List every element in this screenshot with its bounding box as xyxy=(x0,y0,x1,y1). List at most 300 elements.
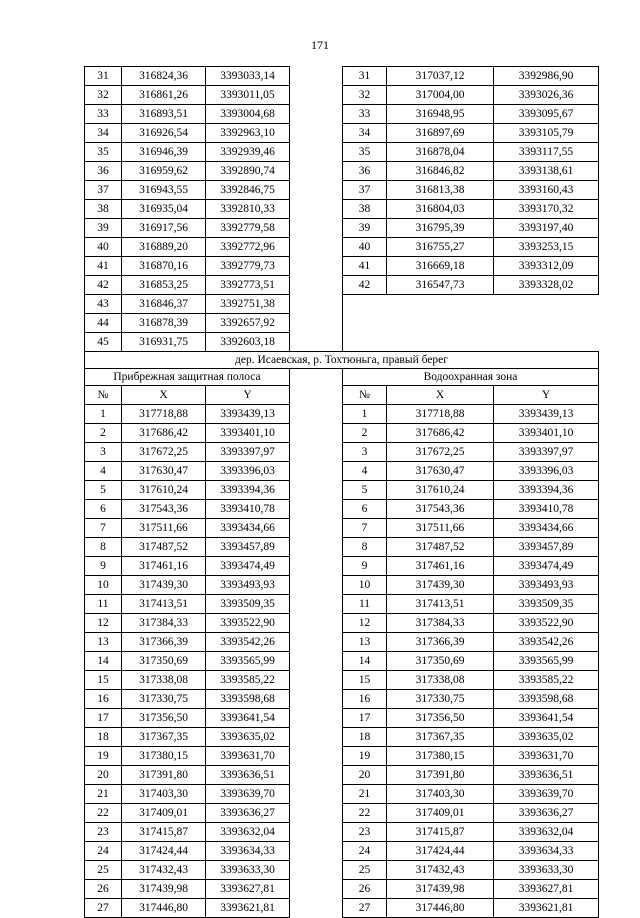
right-y-coordinate: 3393312,09 xyxy=(494,257,599,276)
left-y-coordinate: 3392890,74 xyxy=(206,162,290,181)
right-y-coordinate: 3393621,81 xyxy=(494,899,599,918)
coordinates-table xyxy=(84,66,599,918)
left-x-coordinate: 317409,01 xyxy=(122,804,206,823)
right-point-number: 16 xyxy=(343,690,387,709)
column-header-row xyxy=(85,386,599,405)
table-row xyxy=(85,538,599,557)
table-row xyxy=(85,443,599,462)
left-y-coordinate: 3393396,03 xyxy=(206,462,290,481)
column-gap xyxy=(290,633,343,652)
left-x-coordinate: 316853,25 xyxy=(122,276,206,295)
right-x-coordinate: 316547,73 xyxy=(387,276,494,295)
table-row xyxy=(85,238,599,257)
left-x-coordinate: 317672,25 xyxy=(122,443,206,462)
right-x-coordinate: 317432,43 xyxy=(387,861,494,880)
right-point-number: 41 xyxy=(343,257,387,276)
left-x-header: X xyxy=(122,386,206,405)
left-y-coordinate: 3393493,93 xyxy=(206,576,290,595)
right-y-coordinate: 3393253,15 xyxy=(494,238,599,257)
table-row xyxy=(85,899,599,918)
section-title-row xyxy=(85,352,599,369)
left-y-coordinate: 3393457,89 xyxy=(206,538,290,557)
left-point-number: 27 xyxy=(85,899,122,918)
left-y-coordinate: 3393621,81 xyxy=(206,899,290,918)
left-point-number: 16 xyxy=(85,690,122,709)
right-point-number: 7 xyxy=(343,519,387,538)
right-point-number: 9 xyxy=(343,557,387,576)
right-point-number: 23 xyxy=(343,823,387,842)
left-point-number: 6 xyxy=(85,500,122,519)
left-point-number: 25 xyxy=(85,861,122,880)
left-y-coordinate: 3393631,70 xyxy=(206,747,290,766)
table-row xyxy=(85,257,599,276)
left-x-coordinate: 317338,08 xyxy=(122,671,206,690)
left-num-header: № xyxy=(85,386,122,405)
left-x-coordinate: 317424,44 xyxy=(122,842,206,861)
lower-table-section xyxy=(85,352,599,918)
right-y-coordinate: 3393641,54 xyxy=(494,709,599,728)
column-gap xyxy=(290,86,343,105)
right-x-coordinate: 317415,87 xyxy=(387,823,494,842)
left-y-coordinate: 3393004,68 xyxy=(206,105,290,124)
table-row xyxy=(85,861,599,880)
right-x-coordinate: 316755,27 xyxy=(387,238,494,257)
left-x-coordinate: 316959,62 xyxy=(122,162,206,181)
right-y-header: Y xyxy=(494,386,599,405)
right-x-coordinate: 317439,98 xyxy=(387,880,494,899)
left-x-coordinate: 317439,98 xyxy=(122,880,206,899)
right-point-number: 1 xyxy=(343,405,387,424)
table-row xyxy=(85,633,599,652)
left-y-coordinate: 3393632,04 xyxy=(206,823,290,842)
column-gap xyxy=(290,219,343,238)
left-x-coordinate: 317350,69 xyxy=(122,652,206,671)
table-row xyxy=(85,880,599,899)
column-gap xyxy=(290,481,343,500)
left-y-coordinate: 3393542,26 xyxy=(206,633,290,652)
left-point-number: 10 xyxy=(85,576,122,595)
left-x-coordinate: 317487,52 xyxy=(122,538,206,557)
column-gap xyxy=(290,238,343,257)
left-point-number: 35 xyxy=(85,143,122,162)
left-point-number: 13 xyxy=(85,633,122,652)
column-gap xyxy=(290,785,343,804)
right-x-header: X xyxy=(387,386,494,405)
left-y-coordinate: 3393641,54 xyxy=(206,709,290,728)
table-row xyxy=(85,576,599,595)
column-gap xyxy=(290,842,343,861)
left-point-number: 3 xyxy=(85,443,122,462)
table-row xyxy=(85,219,599,238)
table-row xyxy=(85,652,599,671)
right-point-number: 42 xyxy=(343,276,387,295)
left-x-coordinate: 317384,33 xyxy=(122,614,206,633)
left-point-number: 31 xyxy=(85,67,122,86)
column-gap xyxy=(290,899,343,918)
right-point-number: 5 xyxy=(343,481,387,500)
left-y-header: Y xyxy=(206,386,290,405)
left-y-coordinate: 3393636,51 xyxy=(206,766,290,785)
left-point-number: 36 xyxy=(85,162,122,181)
right-x-coordinate: 317356,50 xyxy=(387,709,494,728)
right-point-number: 18 xyxy=(343,728,387,747)
empty-cell xyxy=(494,333,599,352)
right-y-coordinate: 3393457,89 xyxy=(494,538,599,557)
right-y-coordinate: 3393026,36 xyxy=(494,86,599,105)
column-gap xyxy=(290,519,343,538)
right-x-coordinate: 317403,30 xyxy=(387,785,494,804)
left-y-coordinate: 3393509,35 xyxy=(206,595,290,614)
right-x-coordinate: 317543,36 xyxy=(387,500,494,519)
left-point-number: 5 xyxy=(85,481,122,500)
column-gap xyxy=(290,257,343,276)
left-y-coordinate: 3392603,18 xyxy=(206,333,290,352)
left-point-number: 17 xyxy=(85,709,122,728)
left-point-number: 24 xyxy=(85,842,122,861)
left-x-coordinate: 316878,39 xyxy=(122,314,206,333)
left-x-coordinate: 317403,30 xyxy=(122,785,206,804)
left-y-coordinate: 3392751,38 xyxy=(206,295,290,314)
right-y-coordinate: 3393493,93 xyxy=(494,576,599,595)
table-row xyxy=(85,519,599,538)
right-x-coordinate: 316804,03 xyxy=(387,200,494,219)
left-x-coordinate: 316870,16 xyxy=(122,257,206,276)
column-gap xyxy=(290,538,343,557)
right-y-coordinate: 3393138,61 xyxy=(494,162,599,181)
left-y-coordinate: 3392846,75 xyxy=(206,181,290,200)
right-y-coordinate: 3393439,13 xyxy=(494,405,599,424)
right-x-coordinate: 316948,95 xyxy=(387,105,494,124)
right-y-coordinate: 3393117,55 xyxy=(494,143,599,162)
right-point-number: 2 xyxy=(343,424,387,443)
left-y-coordinate: 3393397,97 xyxy=(206,443,290,462)
column-gap xyxy=(290,162,343,181)
right-point-number: 17 xyxy=(343,709,387,728)
right-point-number: 14 xyxy=(343,652,387,671)
column-gap xyxy=(290,405,343,424)
left-point-number: 34 xyxy=(85,124,122,143)
right-x-coordinate: 317037,12 xyxy=(387,67,494,86)
table-row xyxy=(85,842,599,861)
left-point-number: 1 xyxy=(85,405,122,424)
left-y-coordinate: 3392963,10 xyxy=(206,124,290,143)
table-row xyxy=(85,766,599,785)
left-point-number: 7 xyxy=(85,519,122,538)
left-point-number: 18 xyxy=(85,728,122,747)
left-point-number: 19 xyxy=(85,747,122,766)
left-zone-title: Прибрежная защитная полоса xyxy=(85,369,290,386)
empty-cell xyxy=(494,314,599,333)
table-row xyxy=(85,405,599,424)
empty-cell xyxy=(494,295,599,314)
right-y-coordinate: 3393328,02 xyxy=(494,276,599,295)
right-point-number: 26 xyxy=(343,880,387,899)
left-x-coordinate: 316861,26 xyxy=(122,86,206,105)
page-number: 171 xyxy=(311,38,329,52)
left-y-coordinate: 3393439,13 xyxy=(206,405,290,424)
right-x-coordinate: 317461,16 xyxy=(387,557,494,576)
table-row xyxy=(85,333,599,352)
column-gap xyxy=(290,690,343,709)
right-y-coordinate: 3393627,81 xyxy=(494,880,599,899)
table-row xyxy=(85,481,599,500)
column-gap xyxy=(290,124,343,143)
left-point-number: 40 xyxy=(85,238,122,257)
table-row xyxy=(85,671,599,690)
column-gap xyxy=(290,728,343,747)
column-gap xyxy=(290,369,343,386)
left-x-coordinate: 316893,51 xyxy=(122,105,206,124)
left-point-number: 39 xyxy=(85,219,122,238)
table-row xyxy=(85,709,599,728)
table-row xyxy=(85,181,599,200)
table-row xyxy=(85,823,599,842)
left-x-coordinate: 316946,39 xyxy=(122,143,206,162)
table-row xyxy=(85,728,599,747)
right-point-number: 39 xyxy=(343,219,387,238)
right-y-coordinate: 3393401,10 xyxy=(494,424,599,443)
right-x-coordinate: 317367,35 xyxy=(387,728,494,747)
column-gap xyxy=(290,500,343,519)
left-y-coordinate: 3393522,90 xyxy=(206,614,290,633)
upper-table-section xyxy=(85,67,599,352)
right-x-coordinate: 317409,01 xyxy=(387,804,494,823)
left-point-number: 11 xyxy=(85,595,122,614)
column-gap xyxy=(290,804,343,823)
left-x-coordinate: 317630,47 xyxy=(122,462,206,481)
table-row xyxy=(85,124,599,143)
left-y-coordinate: 3393636,27 xyxy=(206,804,290,823)
right-point-number: 35 xyxy=(343,143,387,162)
column-gap xyxy=(290,443,343,462)
left-x-coordinate: 317446,80 xyxy=(122,899,206,918)
right-point-number: 19 xyxy=(343,747,387,766)
right-x-coordinate: 317424,44 xyxy=(387,842,494,861)
left-point-number: 38 xyxy=(85,200,122,219)
right-point-number: 34 xyxy=(343,124,387,143)
left-y-coordinate: 3393394,36 xyxy=(206,481,290,500)
table-row xyxy=(85,785,599,804)
left-y-coordinate: 3392779,58 xyxy=(206,219,290,238)
left-y-coordinate: 3393634,33 xyxy=(206,842,290,861)
right-x-coordinate: 317686,42 xyxy=(387,424,494,443)
left-y-coordinate: 3392939,46 xyxy=(206,143,290,162)
right-point-number: 11 xyxy=(343,595,387,614)
column-gap xyxy=(290,105,343,124)
right-x-coordinate: 317630,47 xyxy=(387,462,494,481)
right-zone-title: Водоохранная зона xyxy=(343,369,599,386)
right-y-coordinate: 3393634,33 xyxy=(494,842,599,861)
right-x-coordinate: 317413,51 xyxy=(387,595,494,614)
right-x-coordinate: 317718,88 xyxy=(387,405,494,424)
left-point-number: 42 xyxy=(85,276,122,295)
left-point-number: 26 xyxy=(85,880,122,899)
right-point-number: 10 xyxy=(343,576,387,595)
column-gap xyxy=(290,143,343,162)
right-y-coordinate: 3393170,32 xyxy=(494,200,599,219)
left-x-coordinate: 316935,04 xyxy=(122,200,206,219)
left-point-number: 44 xyxy=(85,314,122,333)
right-point-number: 22 xyxy=(343,804,387,823)
right-x-coordinate: 317446,80 xyxy=(387,899,494,918)
left-x-coordinate: 316943,55 xyxy=(122,181,206,200)
left-point-number: 21 xyxy=(85,785,122,804)
right-point-number: 37 xyxy=(343,181,387,200)
right-point-number: 25 xyxy=(343,861,387,880)
column-gap xyxy=(290,67,343,86)
left-y-coordinate: 3393633,30 xyxy=(206,861,290,880)
left-point-number: 2 xyxy=(85,424,122,443)
zone-title-row xyxy=(85,369,599,386)
left-point-number: 4 xyxy=(85,462,122,481)
right-point-number: 12 xyxy=(343,614,387,633)
right-point-number: 6 xyxy=(343,500,387,519)
left-point-number: 9 xyxy=(85,557,122,576)
right-x-coordinate: 317439,30 xyxy=(387,576,494,595)
right-y-coordinate: 3393632,04 xyxy=(494,823,599,842)
right-point-number: 21 xyxy=(343,785,387,804)
left-point-number: 45 xyxy=(85,333,122,352)
right-y-coordinate: 3393639,70 xyxy=(494,785,599,804)
empty-cell xyxy=(387,333,494,352)
table-row xyxy=(85,200,599,219)
column-gap xyxy=(290,462,343,481)
right-y-coordinate: 3393522,90 xyxy=(494,614,599,633)
left-point-number: 37 xyxy=(85,181,122,200)
left-point-number: 33 xyxy=(85,105,122,124)
right-x-coordinate: 317338,08 xyxy=(387,671,494,690)
left-x-coordinate: 317432,43 xyxy=(122,861,206,880)
left-x-coordinate: 317439,30 xyxy=(122,576,206,595)
right-x-coordinate: 316846,82 xyxy=(387,162,494,181)
right-x-coordinate: 316669,18 xyxy=(387,257,494,276)
left-point-number: 20 xyxy=(85,766,122,785)
right-y-coordinate: 3393636,51 xyxy=(494,766,599,785)
left-point-number: 12 xyxy=(85,614,122,633)
left-y-coordinate: 3393565,99 xyxy=(206,652,290,671)
left-x-coordinate: 317356,50 xyxy=(122,709,206,728)
right-point-number: 3 xyxy=(343,443,387,462)
column-gap xyxy=(290,424,343,443)
column-gap xyxy=(290,314,343,333)
right-point-number: 27 xyxy=(343,899,387,918)
table-row xyxy=(85,162,599,181)
right-y-coordinate: 3393160,43 xyxy=(494,181,599,200)
left-point-number: 8 xyxy=(85,538,122,557)
left-y-coordinate: 3392773,51 xyxy=(206,276,290,295)
table-row xyxy=(85,86,599,105)
table-row xyxy=(85,614,599,633)
right-y-coordinate: 3393095,67 xyxy=(494,105,599,124)
table-row xyxy=(85,143,599,162)
left-point-number: 22 xyxy=(85,804,122,823)
column-gap xyxy=(290,823,343,842)
right-point-number: 15 xyxy=(343,671,387,690)
left-y-coordinate: 3393033,14 xyxy=(206,67,290,86)
right-y-coordinate: 3393105,79 xyxy=(494,124,599,143)
left-y-coordinate: 3392810,33 xyxy=(206,200,290,219)
right-x-coordinate: 317350,69 xyxy=(387,652,494,671)
table-row xyxy=(85,295,599,314)
right-x-coordinate: 317511,66 xyxy=(387,519,494,538)
left-x-coordinate: 317511,66 xyxy=(122,519,206,538)
right-point-number: 13 xyxy=(343,633,387,652)
column-gap xyxy=(290,652,343,671)
right-x-coordinate: 316878,04 xyxy=(387,143,494,162)
left-point-number: 43 xyxy=(85,295,122,314)
column-gap xyxy=(290,766,343,785)
right-y-coordinate: 3392986,90 xyxy=(494,67,599,86)
table-row xyxy=(85,804,599,823)
column-gap xyxy=(290,861,343,880)
table-row xyxy=(85,747,599,766)
left-point-number: 32 xyxy=(85,86,122,105)
right-y-coordinate: 3393636,27 xyxy=(494,804,599,823)
left-y-coordinate: 3392772,96 xyxy=(206,238,290,257)
left-y-coordinate: 3393585,22 xyxy=(206,671,290,690)
table-row xyxy=(85,595,599,614)
right-y-coordinate: 3393434,66 xyxy=(494,519,599,538)
right-y-coordinate: 3393410,78 xyxy=(494,500,599,519)
table-row xyxy=(85,462,599,481)
column-gap xyxy=(290,200,343,219)
table-row xyxy=(85,690,599,709)
left-y-coordinate: 3393627,81 xyxy=(206,880,290,899)
table-row xyxy=(85,557,599,576)
right-y-coordinate: 3393396,03 xyxy=(494,462,599,481)
empty-cell xyxy=(343,295,387,314)
left-point-number: 41 xyxy=(85,257,122,276)
right-x-coordinate: 316795,39 xyxy=(387,219,494,238)
column-gap xyxy=(290,276,343,295)
right-point-number: 31 xyxy=(343,67,387,86)
left-y-coordinate: 3393639,70 xyxy=(206,785,290,804)
empty-cell xyxy=(343,333,387,352)
right-x-coordinate: 317610,24 xyxy=(387,481,494,500)
left-x-coordinate: 316824,36 xyxy=(122,67,206,86)
left-x-coordinate: 317380,15 xyxy=(122,747,206,766)
left-x-coordinate: 317718,88 xyxy=(122,405,206,424)
column-gap xyxy=(290,386,343,405)
empty-cell xyxy=(343,314,387,333)
right-y-coordinate: 3393585,22 xyxy=(494,671,599,690)
right-point-number: 20 xyxy=(343,766,387,785)
right-y-coordinate: 3393474,49 xyxy=(494,557,599,576)
right-y-coordinate: 3393542,26 xyxy=(494,633,599,652)
left-point-number: 23 xyxy=(85,823,122,842)
right-point-number: 38 xyxy=(343,200,387,219)
table-row xyxy=(85,67,599,86)
right-y-coordinate: 3393598,68 xyxy=(494,690,599,709)
right-y-coordinate: 3393565,99 xyxy=(494,652,599,671)
right-x-coordinate: 316897,69 xyxy=(387,124,494,143)
left-y-coordinate: 3393635,02 xyxy=(206,728,290,747)
left-x-coordinate: 316931,75 xyxy=(122,333,206,352)
table-row xyxy=(85,424,599,443)
table-row xyxy=(85,500,599,519)
right-point-number: 40 xyxy=(343,238,387,257)
left-x-coordinate: 317391,80 xyxy=(122,766,206,785)
left-y-coordinate: 3393474,49 xyxy=(206,557,290,576)
right-y-coordinate: 3393394,36 xyxy=(494,481,599,500)
column-gap xyxy=(290,576,343,595)
column-gap xyxy=(290,557,343,576)
left-x-coordinate: 317413,51 xyxy=(122,595,206,614)
table-row xyxy=(85,276,599,295)
right-x-coordinate: 317380,15 xyxy=(387,747,494,766)
column-gap xyxy=(290,595,343,614)
column-gap xyxy=(290,181,343,200)
